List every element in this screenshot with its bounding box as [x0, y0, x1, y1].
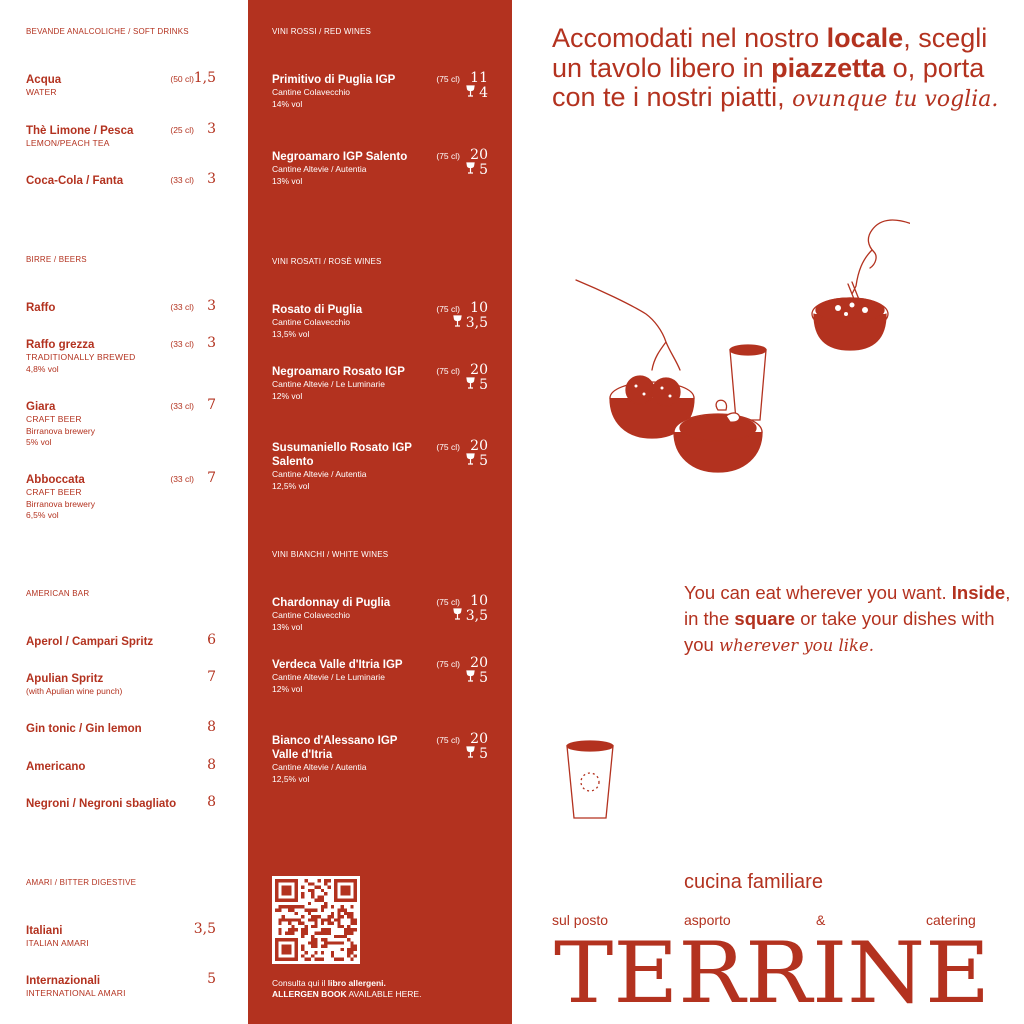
glass-price: 5	[466, 162, 488, 178]
qr-code-graphic	[275, 879, 357, 961]
allergen-qr-code[interactable]	[272, 876, 360, 964]
beers-title: BIRRE / BEERS	[26, 255, 87, 264]
service-catering: catering	[926, 912, 976, 928]
white-wines-title: VINI BIANCHI / WHITE WINES	[272, 550, 389, 559]
logo-wordmark: TERRINE	[554, 928, 990, 1008]
menu-item: Internazionali INTERNATIONAL AMARI 5	[26, 971, 216, 998]
menu-item: Americano 8	[26, 757, 216, 773]
wine-item: Susumaniello Rosato IGP Salento Cantine Altevie / Autentia 12,5% vol (75 cl) 20 5	[272, 438, 488, 491]
service-takeaway: asporto	[684, 912, 731, 928]
menu-item: Gin tonic / Gin lemon 8	[26, 719, 216, 735]
menu-item: Apulian Spritz (with Apulian wine punch) 7	[26, 669, 216, 696]
glass-price: 3,5	[453, 608, 488, 624]
menu-item: Abboccata CRAFT BEER Birranova brewery 6,5% vol (33 cl) 7	[26, 470, 216, 520]
wine-glass-icon	[466, 377, 475, 393]
english-tagline: You can eat wherever you want. Inside, in the square or take your dishes with you wherever you like.	[684, 582, 1011, 655]
menu-item: Raffo (33 cl) 3	[26, 298, 216, 314]
menu-item: Italiani ITALIAN AMARI 3,5	[26, 921, 216, 948]
wine-glass-icon	[466, 670, 475, 686]
glass-price: 5	[466, 377, 488, 393]
wine-glass-icon	[453, 608, 462, 624]
brand-tagline: cucina familiare	[684, 871, 823, 893]
wines-column	[248, 0, 512, 1024]
cup-illustration	[730, 345, 766, 420]
service-dine-in: sul posto	[552, 912, 609, 928]
menu-item: Aperol / Campari Spritz 6	[26, 632, 216, 648]
terrine-logo	[552, 928, 992, 1008]
wine-item: Verdeca Valle d'Itria IGP Cantine Altevie / Le Luminarie 12% vol (75 cl) 20 5	[272, 655, 488, 694]
american-bar-title: AMERICAN BAR	[26, 589, 90, 598]
allergen-note: Consulta qui il libro allergeni. ALLERGEN BOOK AVAILABLE HERE.	[272, 978, 422, 999]
menu-item: Coca-Cola / Fanta (33 cl) 3	[26, 171, 216, 187]
small-cup-illustration	[564, 740, 616, 822]
italian-headline: Accomodati nel nostro locale, scegli un tavolo libero in piazzetta o, porta con te i nostri piatti, ovunque tu voglia.	[552, 23, 999, 112]
menu-item: Negroni / Negroni sbagliato 8	[26, 794, 216, 810]
hand-fork-illustration	[848, 220, 910, 304]
wine-glass-icon	[466, 746, 475, 762]
menu-item: Giara CRAFT BEER Birranova brewery 5% vol (33 cl) 7	[26, 397, 216, 447]
amari-title: AMARI / BITTER DIGESTIVE	[26, 878, 137, 887]
wine-item: Negroamaro Rosato IGP Cantine Altevie / Le Luminarie 12% vol (75 cl) 20 5	[272, 362, 488, 401]
menu-item: Acqua WATER (50 cl) 1,5	[26, 70, 216, 97]
glass-price: 5	[466, 746, 488, 762]
pasta-bowl-illustration	[812, 298, 888, 350]
glass-price: 3,5	[453, 315, 488, 331]
glass-price: 5	[466, 670, 488, 686]
wine-item: Bianco d'Alessano IGP Valle d'Itria Cantine Altevie / Autentia 12,5% vol (75 cl) 20 5	[272, 731, 488, 784]
soft-drinks-title: BEVANDE ANALCOLICHE / SOFT DRINKS	[26, 27, 189, 36]
menu-item: Thè Limone / Pesca LEMON/PEACH TEA (25 cl) 3	[26, 121, 216, 148]
wine-glass-icon	[466, 162, 475, 178]
wine-item: Chardonnay di Puglia Cantine Colavecchio 13% vol (75 cl) 10 3,5	[272, 593, 488, 632]
menu-item: Raffo grezza TRADITIONALLY BREWED 4,8% vol (33 cl) 3	[26, 335, 216, 374]
drinks-column	[0, 0, 248, 1024]
wine-item: Rosato di Puglia Cantine Colavecchio 13,5% vol (75 cl) 10 3,5	[272, 300, 488, 339]
red-wines-title: VINI ROSSI / RED WINES	[272, 27, 372, 36]
wine-glass-icon	[466, 453, 475, 469]
wine-item: Negroamaro IGP Salento Cantine Altevie / Autentia 13% vol (75 cl) 20 5	[272, 147, 488, 186]
glass-price: 4	[466, 85, 488, 101]
food-illustration	[570, 210, 910, 480]
hand-illustration	[576, 280, 680, 370]
glass-price: 5	[466, 453, 488, 469]
rose-wines-title: VINI ROSATI / ROSÈ WINES	[272, 257, 382, 266]
wine-glass-icon	[466, 85, 475, 101]
wine-glass-icon	[453, 315, 462, 331]
service-ampersand: &	[816, 912, 826, 928]
wine-item: Primitivo di Puglia IGP Cantine Colavecchio 14% vol (75 cl) 11 4	[272, 70, 488, 109]
